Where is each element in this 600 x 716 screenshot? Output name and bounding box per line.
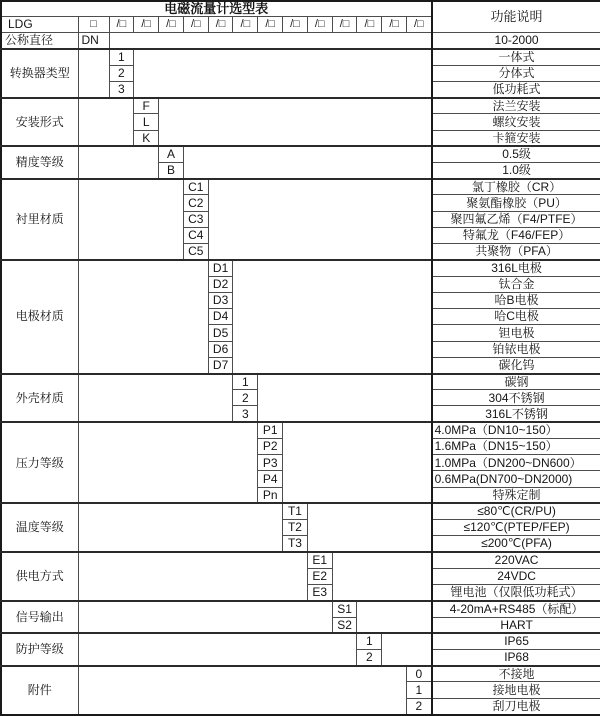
option-desc: IP65 — [432, 633, 600, 649]
option-code: 2 — [233, 390, 258, 406]
option-desc: 220VAC — [432, 552, 600, 568]
option-desc: 不接地 — [432, 666, 600, 682]
table-title: 电磁流量计选型表 — [1, 1, 432, 16]
option-desc: 螺纹安装 — [432, 114, 600, 130]
category-label: 供电方式 — [1, 552, 78, 601]
spacer-cell — [78, 666, 407, 715]
option-desc: 分体式 — [432, 65, 600, 81]
option-code: 0 — [407, 666, 432, 682]
option-code: 1 — [109, 49, 134, 65]
option-desc: 24VDC — [432, 568, 600, 584]
option-code: D2 — [208, 276, 233, 292]
category-label: 附件 — [1, 666, 78, 715]
option-desc: 一体式 — [432, 49, 600, 65]
option-desc: ≤80℃(CR/PU) — [432, 503, 600, 519]
table-row — [1, 503, 600, 519]
option-desc: 聚四氟乙烯（F4/PTFE） — [432, 211, 600, 227]
spacer-cell — [78, 633, 357, 665]
option-code: E3 — [307, 585, 332, 601]
option-code: 2 — [407, 698, 432, 715]
option-desc: 刮刀电极 — [432, 698, 600, 715]
option-code: K — [134, 130, 159, 146]
category-label: 转换器类型 — [1, 49, 78, 98]
option-desc: 0.6MPa(DN700~DN2000) — [432, 471, 600, 487]
option-code: D4 — [208, 309, 233, 325]
option-code: C5 — [183, 244, 208, 260]
option-code: B — [159, 162, 184, 178]
option-code: S1 — [332, 601, 357, 617]
option-code: F — [134, 98, 159, 114]
option-desc: 钛合金 — [432, 276, 600, 292]
spacer-cell — [78, 179, 183, 260]
code-slot: /□ — [283, 16, 308, 32]
option-code: S2 — [332, 617, 357, 633]
option-code: C3 — [183, 211, 208, 227]
spacer-cell — [283, 422, 432, 503]
spacer-cell — [78, 374, 233, 423]
option-desc: 304不锈钢 — [432, 390, 600, 406]
option-desc: 哈C电极 — [432, 309, 600, 325]
option-code: C4 — [183, 227, 208, 243]
spacer-cell — [307, 503, 431, 552]
table-row — [1, 260, 600, 276]
code-slot: /□ — [407, 16, 432, 32]
option-desc: 接地电极 — [432, 682, 600, 698]
category-label: 精度等级 — [1, 146, 78, 178]
option-desc: 316L不锈钢 — [432, 406, 600, 422]
table-row — [1, 374, 600, 390]
option-code: 1 — [357, 633, 382, 649]
spacer-cell — [78, 49, 109, 98]
option-desc: 铂铱电极 — [432, 341, 600, 357]
table-row — [1, 33, 600, 49]
option-desc: 锂电池（仅限低功耗式） — [432, 585, 600, 601]
code-slot: /□ — [307, 16, 332, 32]
option-code: P2 — [258, 438, 283, 454]
table-row — [1, 98, 600, 114]
function-column-header: 功能说明 — [432, 1, 600, 33]
category-label: 压力等级 — [1, 422, 78, 503]
option-code: Pn — [258, 487, 283, 503]
option-code: E2 — [307, 568, 332, 584]
category-label: 安装形式 — [1, 98, 78, 147]
spacer-cell — [159, 98, 432, 147]
spacer-cell — [357, 601, 432, 633]
code-slot: /□ — [357, 16, 382, 32]
option-desc: 特氟龙（F46/FEP） — [432, 227, 600, 243]
category-label: 温度等级 — [1, 503, 78, 552]
spacer-cell — [78, 503, 283, 552]
option-desc: 4-20mA+RS485（标配） — [432, 601, 600, 617]
option-code: E1 — [307, 552, 332, 568]
option-desc: 法兰安装 — [432, 98, 600, 114]
spacer-cell — [382, 633, 432, 665]
option-code: 3 — [109, 81, 134, 97]
table-row — [1, 552, 600, 568]
option-desc: 碳化钨 — [432, 357, 600, 373]
code-slot: /□ — [183, 16, 208, 32]
option-code: 1 — [407, 682, 432, 698]
spacer-cell — [258, 374, 432, 423]
option-desc: 1.6MPa（DN15~150） — [432, 438, 600, 454]
base-code-slot: □ — [78, 16, 109, 32]
option-code: L — [134, 114, 159, 130]
spacer-cell — [109, 33, 432, 49]
option-code: T2 — [283, 520, 308, 536]
option-desc: 聚氨酯橡胶（PU） — [432, 195, 600, 211]
spacer-cell — [332, 552, 431, 601]
option-desc: ≤120℃(PTEP/FEP) — [432, 520, 600, 536]
option-desc: 卡箍安装 — [432, 130, 600, 146]
option-code: D1 — [208, 260, 233, 276]
code-slot: /□ — [382, 16, 407, 32]
option-desc: 1.0MPa（DN200~DN600） — [432, 455, 600, 471]
spacer-cell — [78, 552, 307, 601]
option-desc: 低功耗式 — [432, 81, 600, 97]
option-code: A — [159, 146, 184, 162]
code-slot: /□ — [109, 16, 134, 32]
spacer-cell — [78, 260, 208, 374]
option-desc: 10-2000 — [432, 33, 600, 49]
code-slot: /□ — [159, 16, 184, 32]
option-code: T3 — [283, 536, 308, 552]
option-desc: 碳钢 — [432, 374, 600, 390]
spacer-cell — [233, 260, 432, 374]
option-code: 2 — [109, 65, 134, 81]
option-code: C1 — [183, 179, 208, 195]
table-row — [1, 1, 600, 16]
category-label: 电极材质 — [1, 260, 78, 374]
option-desc: HART — [432, 617, 600, 633]
table-row — [1, 422, 600, 438]
option-desc: ≤200℃(PFA) — [432, 536, 600, 552]
spacer-cell — [78, 146, 159, 178]
table-row — [1, 179, 600, 195]
option-desc: 4.0MPa（DN10~150） — [432, 422, 600, 438]
model-prefix: LDG — [1, 16, 78, 32]
option-desc: 哈B电极 — [432, 292, 600, 308]
code-slot: /□ — [134, 16, 159, 32]
option-code: D3 — [208, 292, 233, 308]
option-code: P4 — [258, 471, 283, 487]
table-row — [1, 666, 600, 682]
category-label: 外壳材质 — [1, 374, 78, 423]
category-label: 公称直径 — [1, 33, 78, 49]
category-label: 防护等级 — [1, 633, 78, 665]
code-slot: /□ — [233, 16, 258, 32]
spacer-cell — [78, 422, 258, 503]
code-slot: /□ — [208, 16, 233, 32]
option-code: 3 — [233, 406, 258, 422]
spacer-cell — [78, 98, 134, 147]
option-code: D5 — [208, 325, 233, 341]
option-code: DN — [78, 33, 109, 49]
selection-table-body — [1, 1, 600, 715]
option-code: 2 — [357, 650, 382, 666]
option-code: 1 — [233, 374, 258, 390]
option-desc: 316L电极 — [432, 260, 600, 276]
category-label: 信号输出 — [1, 601, 78, 633]
table-row — [1, 146, 600, 162]
code-slot: /□ — [332, 16, 357, 32]
option-code: D7 — [208, 357, 233, 373]
code-slot: /□ — [258, 16, 283, 32]
spacer-cell — [208, 179, 431, 260]
option-desc: IP68 — [432, 650, 600, 666]
option-desc: 1.0级 — [432, 162, 600, 178]
table-row — [1, 633, 600, 649]
option-desc: 共聚物（PFA） — [432, 244, 600, 260]
option-desc: 氯丁橡胶（CR） — [432, 179, 600, 195]
option-code: D6 — [208, 341, 233, 357]
category-label: 衬里材质 — [1, 179, 78, 260]
option-desc: 0.5级 — [432, 146, 600, 162]
option-code: P1 — [258, 422, 283, 438]
spacer-cell — [78, 601, 332, 633]
option-code: P3 — [258, 455, 283, 471]
option-code: C2 — [183, 195, 208, 211]
option-desc: 钽电极 — [432, 325, 600, 341]
spacer-cell — [134, 49, 432, 98]
option-code: T1 — [283, 503, 308, 519]
spacer-cell — [183, 146, 431, 178]
table-row — [1, 601, 600, 617]
table-row — [1, 49, 600, 65]
option-desc: 特殊定制 — [432, 487, 600, 503]
